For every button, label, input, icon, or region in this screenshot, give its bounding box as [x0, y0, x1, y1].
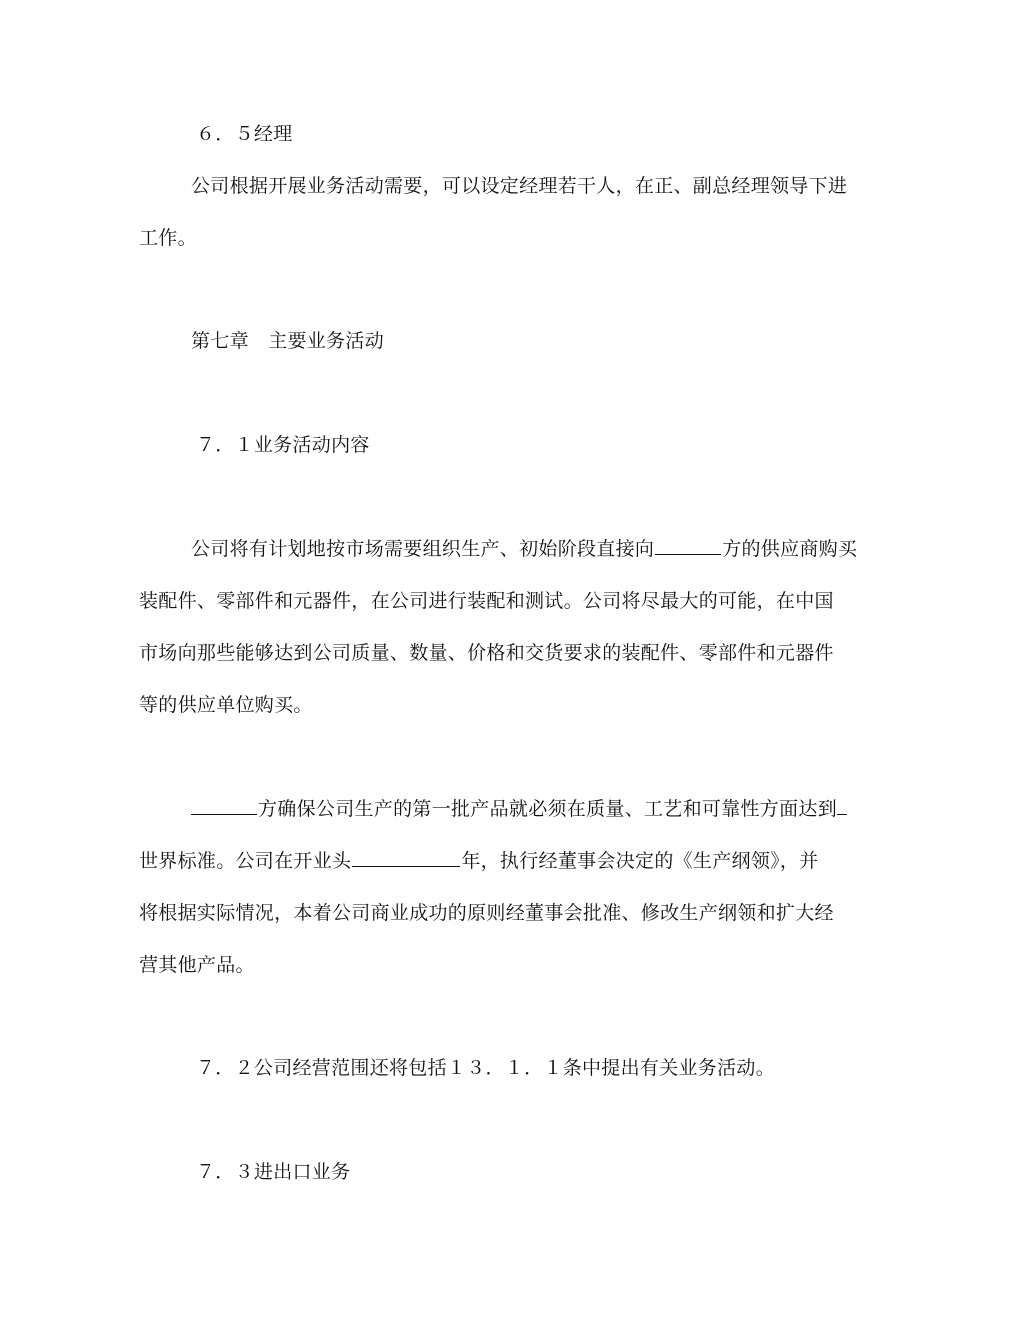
section-6-5-heading: ６．５经理: [196, 123, 293, 145]
text-segment: 公司将有计划地按市场需要组织生产、初始阶段直接向: [191, 538, 655, 560]
section-7-2-text: ７．２公司经营范围还将包括１３．１．１条中提出有关业务活动。: [196, 1057, 776, 1079]
text-segment: 方的供应商购买: [722, 538, 858, 560]
fill-in-blank: [655, 536, 721, 555]
section-7-1-p2-line-2: [139, 848, 819, 874]
section-7-1-p2-line-4: 营其他产品。: [139, 954, 255, 976]
section-7-1-p2-line-1: [191, 796, 848, 822]
text-segment: 方确保公司生产的第一批产品就必须在质量、工艺和可靠性方面达到: [258, 798, 838, 820]
fill-in-blank: [352, 848, 460, 867]
fill-in-blank: [191, 796, 257, 815]
section-7-1-p1-line-3: 市场向那些能够达到公司质量、数量、价格和交货要求的装配件、零部件和元器件: [139, 642, 834, 664]
section-7-1-p1-line-1: [191, 536, 857, 562]
fill-in-blank: [837, 796, 847, 815]
text-segment: 世界标准。公司在开业头: [139, 850, 352, 872]
section-7-1-heading: ７．１业务活动内容: [196, 434, 370, 456]
section-6-5-paragraph-line-1: 公司根据开展业务活动需要，可以设定经理若干人，在正、副总经理领导下进: [191, 175, 848, 197]
chapter-7-heading: 第七章 主要业务活动: [191, 330, 385, 352]
section-6-5-paragraph-line-2: 工作。: [139, 227, 197, 249]
text-segment: 年，执行经董事会决定的《生产纲领》，并: [461, 850, 819, 872]
section-7-1-p1-line-2: 装配件、零部件和元器件，在公司进行装配和测试。公司将尽最大的可能，在中国: [139, 590, 834, 612]
section-7-3-heading: ７．３进出口业务: [196, 1161, 351, 1183]
section-7-1-p1-line-4: 等的供应单位购买。: [139, 694, 313, 716]
section-7-1-p2-line-3: 将根据实际情况，本着公司商业成功的原则经董事会批准、修改生产纲领和扩大经: [139, 902, 834, 924]
